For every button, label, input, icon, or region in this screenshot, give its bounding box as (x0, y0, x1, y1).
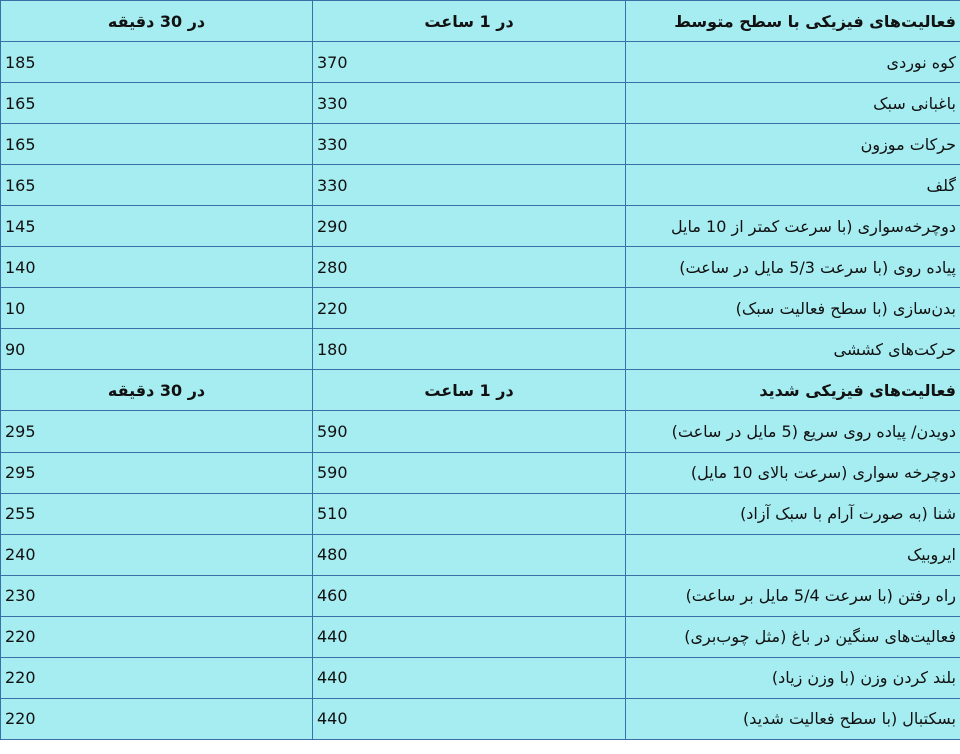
per-hour-cell: 370 (313, 42, 626, 83)
activity-cell: حرکات موزون (626, 124, 960, 165)
activity-cell: بدن‌سازی (با سطح فعالیت سبک) (626, 288, 960, 329)
per-30-min-cell: 165 (1, 165, 313, 206)
activity-column-header: فعالیت‌های فیزیکی با سطح متوسط (626, 1, 960, 42)
per-hour-column-header: در 1 ساعت (313, 370, 626, 411)
per-hour-cell: 590 (313, 452, 626, 493)
per-hour-cell: 590 (313, 411, 626, 452)
per-30-min-cell: 145 (1, 206, 313, 247)
table-row (1, 83, 960, 124)
per-30-min-cell: 165 (1, 124, 313, 165)
activity-cell: باغبانی سبک (626, 83, 960, 124)
per-hour-cell: 280 (313, 247, 626, 288)
table-row (1, 493, 960, 534)
per-30-min-cell: 295 (1, 452, 313, 493)
per-hour-cell: 510 (313, 493, 626, 534)
activity-cell: بسکتبال (با سطح فعالیت شدید) (626, 698, 960, 739)
activity-cell: گلف (626, 165, 960, 206)
activity-cell: کوه نوردی (626, 42, 960, 83)
per-30-min-cell: 240 (1, 534, 313, 575)
table-row (1, 42, 960, 83)
per-hour-cell: 440 (313, 616, 626, 657)
per-30-min-cell: 220 (1, 698, 313, 739)
table-row (1, 575, 960, 616)
per-30-min-column-header: در 30 دقیقه (1, 1, 313, 42)
per-hour-cell: 330 (313, 124, 626, 165)
per-hour-cell: 480 (313, 534, 626, 575)
table-row (1, 452, 960, 493)
per-30-min-cell: 140 (1, 247, 313, 288)
activity-cell: ایروبیک (626, 534, 960, 575)
per-hour-cell: 460 (313, 575, 626, 616)
per-30-min-cell: 220 (1, 657, 313, 698)
per-30-min-cell: 295 (1, 411, 313, 452)
per-30-min-column-header: در 30 دقیقه (1, 370, 313, 411)
per-hour-cell: 440 (313, 657, 626, 698)
table-row (1, 206, 960, 247)
table-row (1, 165, 960, 206)
per-30-min-cell: 185 (1, 42, 313, 83)
per-30-min-cell: 165 (1, 83, 313, 124)
table-row (1, 247, 960, 288)
per-hour-column-header: در 1 ساعت (313, 1, 626, 42)
table-row (1, 124, 960, 165)
activity-column-header: فعالیت‌های فیزیکی شدید (626, 370, 960, 411)
per-30-min-cell: 10 (1, 288, 313, 329)
per-hour-cell: 440 (313, 698, 626, 739)
per-hour-cell: 290 (313, 206, 626, 247)
activity-cell: دوچرخه سواری (سرعت بالای 10 مایل) (626, 452, 960, 493)
per-hour-cell: 330 (313, 83, 626, 124)
per-30-min-cell: 220 (1, 616, 313, 657)
activity-cell: شنا (به صورت آرام با سبک آزاد) (626, 493, 960, 534)
per-hour-cell: 330 (313, 165, 626, 206)
per-hour-cell: 220 (313, 288, 626, 329)
activity-cell: بلند کردن وزن (با وزن زیاد) (626, 657, 960, 698)
table-row (1, 288, 960, 329)
section-header-row (1, 1, 960, 42)
activity-cell: حرکت‌های کششی (626, 329, 960, 370)
table-row (1, 534, 960, 575)
activity-cell: دوچرخه‌سواری (با سرعت کمتر از 10 مایل (626, 206, 960, 247)
per-30-min-cell: 230 (1, 575, 313, 616)
activity-cell: راه رفتن (با سرعت 5/4 مایل بر ساعت) (626, 575, 960, 616)
table-row (1, 698, 960, 739)
per-30-min-cell: 90 (1, 329, 313, 370)
activity-cell: دویدن/ پیاده روی سریع (5 مایل در ساعت) (626, 411, 960, 452)
per-hour-cell: 180 (313, 329, 626, 370)
table-row (1, 411, 960, 452)
activity-cell: فعالیت‌های سنگین در باغ (مثل چوب‌بری) (626, 616, 960, 657)
per-30-min-cell: 255 (1, 493, 313, 534)
table-row (1, 616, 960, 657)
table-row (1, 329, 960, 370)
activity-cell: پیاده روی (با سرعت 5/3 مایل در ساعت) (626, 247, 960, 288)
table-row (1, 657, 960, 698)
section-header-row (1, 370, 960, 411)
